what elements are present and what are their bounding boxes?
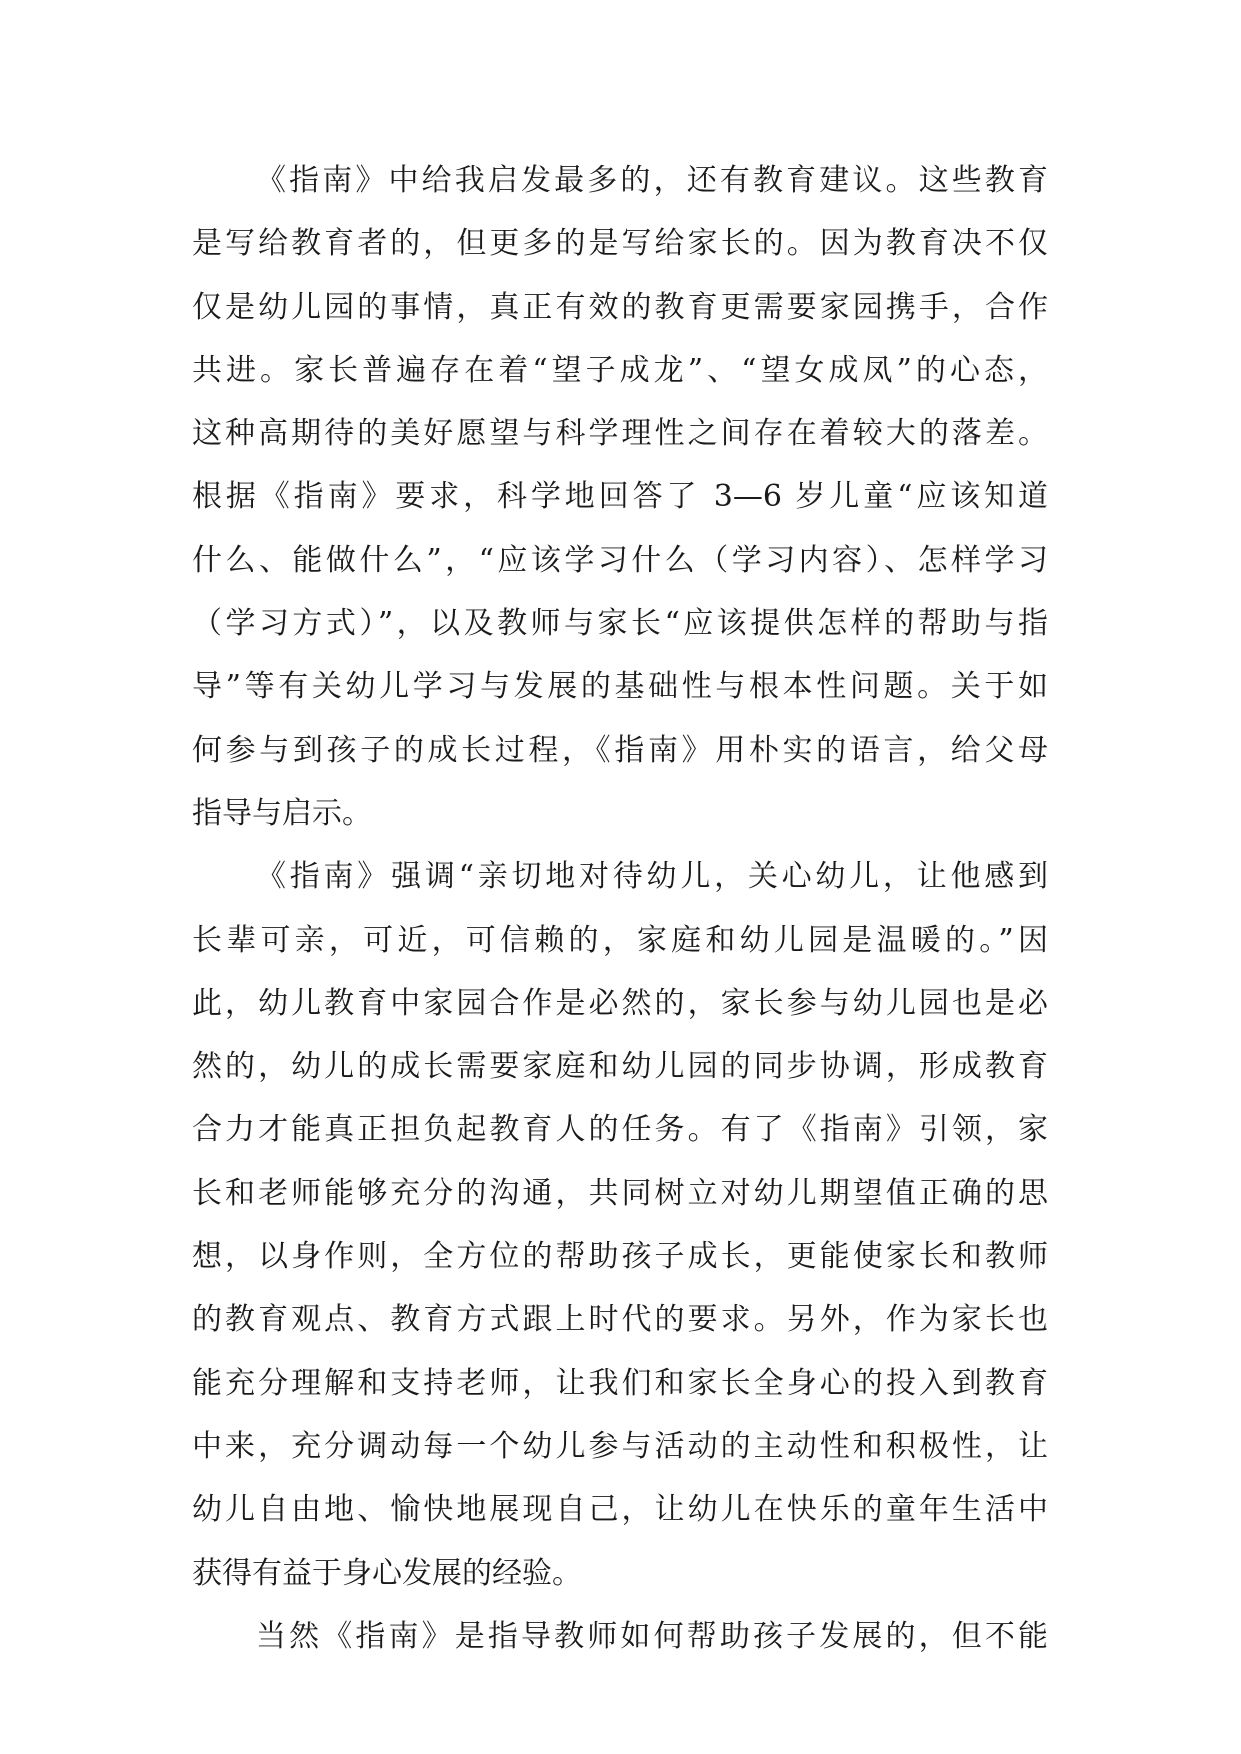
document-body [192, 156, 1048, 1675]
text-line: 合力才能真正担负起教育人的任务。有了《指南》引领，家 [192, 1112, 1048, 1148]
text-line: 《指南》中给我启发最多的，还有教育建议。这些教育 [256, 163, 1048, 198]
paragraph-2 [192, 852, 1048, 1612]
text-line: 导”等有关幼儿学习与发展的基础性与根本性问题。关于如 [192, 669, 1048, 705]
paragraph-1 [192, 156, 1048, 852]
text-line: 《指南》强调“亲切地对待幼儿，关心幼儿，让他感到 [256, 859, 1048, 895]
text-line: 幼儿自由地、愉快地展现自己，让幼儿在快乐的童年生活中 [192, 1492, 1048, 1528]
text-line: 何参与到孩子的成长过程，《指南》用朴实的语言，给父母 [192, 732, 1048, 768]
text-line: 获得有益于身心发展的经验。 [192, 1555, 582, 1591]
text-line: 想，以身作则，全方位的帮助孩子成长，更能使家长和教师 [192, 1239, 1048, 1275]
text-line: 的教育观点、教育方式跟上时代的要求。另外，作为家长也 [192, 1302, 1048, 1338]
text-line: （学习方式）”，以及教师与家长“应该提供怎样的帮助与指 [192, 606, 1048, 642]
text-line: 能充分理解和支持老师，让我们和家长全身心的投入到教育 [192, 1365, 1048, 1401]
text-line: 共进。家长普遍存在着“望子成龙”、“望女成凤”的心态， [192, 352, 1048, 388]
text-line: 指导与启示。 [192, 795, 372, 831]
text-line: 仅是幼儿园的事情，真正有效的教育更需要家园携手，合作 [192, 289, 1048, 325]
text-line: 是写给教育者的，但更多的是写给家长的。因为教育决不仅 [192, 226, 1048, 262]
text-line: 根据《指南》要求，科学地回答了 3—6 岁儿童“应该知道 [192, 479, 1048, 515]
text-line: 中来，充分调动每一个幼儿参与活动的主动性和积极性，让 [192, 1428, 1048, 1464]
text-line: 然的，幼儿的成长需要家庭和幼儿园的同步协调，形成教育 [192, 1049, 1048, 1085]
paragraph-3 [192, 1612, 1048, 1675]
text-line: 此，幼儿教育中家园合作是必然的，家长参与幼儿园也是必 [192, 985, 1048, 1021]
text-line: 长辈可亲，可近，可信赖的，家庭和幼儿园是温暖的。”因 [192, 922, 1048, 958]
text-line: 当然《指南》是指导教师如何帮助孩子发展的，但不能 [256, 1618, 1048, 1654]
text-line: 这种高期待的美好愿望与科学理性之间存在着较大的落差。 [192, 416, 1048, 452]
text-line: 长和老师能够充分的沟通，共同树立对幼儿期望值正确的思 [192, 1175, 1048, 1211]
text-line: 什么、能做什么”，“应该学习什么（学习内容）、怎样学习 [192, 542, 1048, 578]
